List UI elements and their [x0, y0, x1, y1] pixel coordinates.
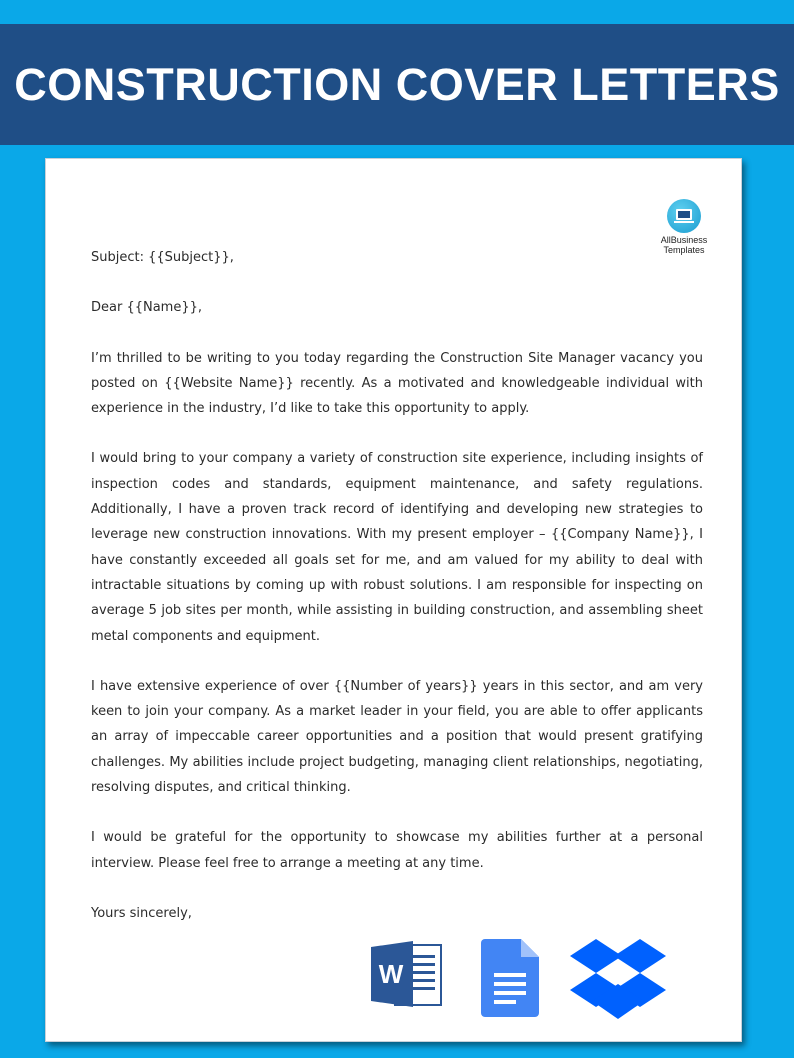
- letter-body: [91, 245, 703, 926]
- document-page: [45, 158, 742, 1042]
- format-icons: [46, 939, 741, 1019]
- brand-name: AllBusiness: [660, 235, 708, 245]
- paragraph-experience: I would bring to your company a variety of construction site experience, including insights of inspection codes and standards, equipment maintenance, and safety regulations. Additionally, I have a proven track record of identifying and developing new strategies to leverage new construction innovations. With my present employer – {{Company Name}}, I have constantly exceeded all goals set for me, and am valued for my ability to deal with intractable situations by coming up with robust solutions. I am responsible for inspecting on average 5 job sites per month, while assisting in building construction, and assembling sheet metal components and equipment.: [91, 451, 703, 644]
- word-icon[interactable]: [369, 939, 443, 1009]
- title-banner: [0, 24, 794, 145]
- laptop-icon: [667, 199, 701, 233]
- word-letter: W: [378, 959, 404, 989]
- greeting: Dear {{Name}},: [91, 300, 203, 316]
- page-title: CONSTRUCTION COVER LETTERS: [14, 58, 780, 110]
- sign-off: Yours sincerely,: [91, 905, 192, 921]
- paragraph-skills: I have extensive experience of over {{Number of years}} years in this sector, and am very keen to join your company. As a market leader in your field, you are able to offer applicants an array of impeccable career opportunities and a position that would present gratifying challenges. My abilities include project budgeting, managing client relationships, negotiating, resolving disputes, and critical thinking.: [91, 678, 703, 796]
- dropbox-icon[interactable]: [570, 939, 666, 1019]
- google-docs-icon[interactable]: [481, 939, 541, 1017]
- paragraph-intro: I’m thrilled to be writing to you today regarding the Construction Site Manager vacancy you posted on {{Website Name}} recently. As a motivated and knowledgeable individual with experience in the industry, I’d like to take this opportunity to apply.: [91, 350, 703, 417]
- brand-subtitle: Templates: [663, 245, 705, 255]
- subject-line: Subject: {{Subject}},: [91, 250, 234, 265]
- paragraph-closing: I would be grateful for the opportunity to showcase my abilities further at a personal interview. Please feel free to arrange a meeting at any time.: [91, 830, 703, 871]
